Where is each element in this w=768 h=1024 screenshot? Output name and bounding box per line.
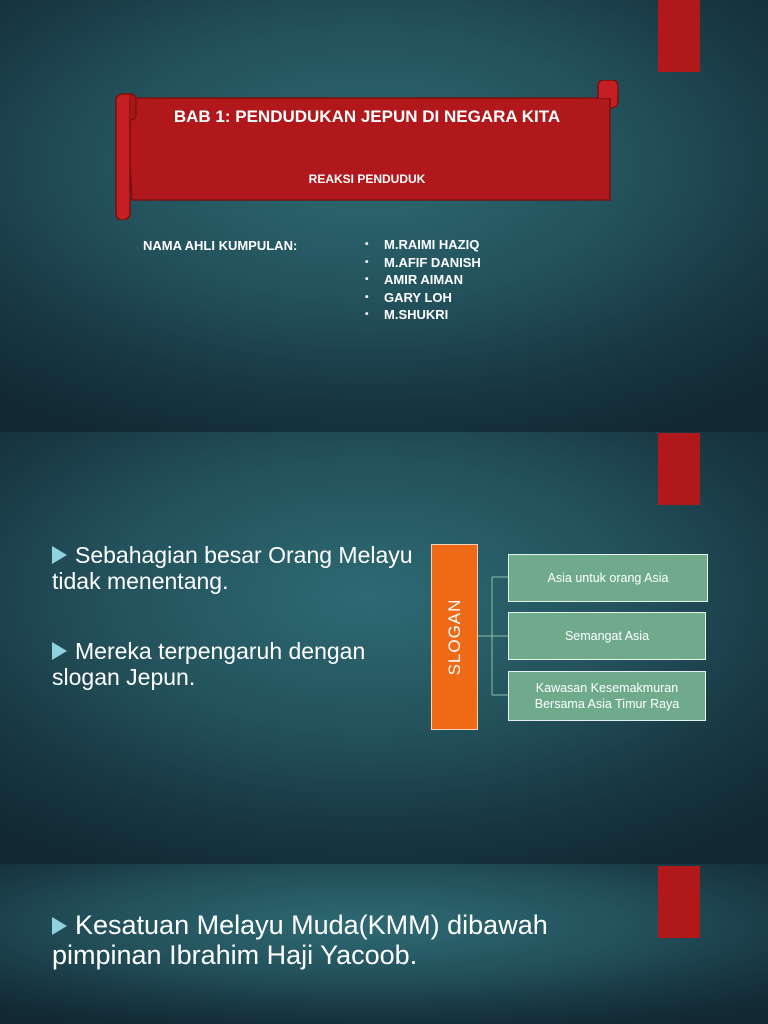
slide-title: BAB 1: PENDUDUKAN JEPUN DI NEGARA KITA [173,107,561,126]
slogan-item-box: Semangat Asia [508,612,706,660]
bullet-point: Kesatuan Melayu Muda(KMM) dibawah pimpinan Ibrahim Haji Yacoob. [52,910,548,970]
slogan-label: SLOGAN [444,598,464,676]
slide-2 [0,432,768,864]
slide-subtitle: REAKSI PENDUDUK [308,172,426,186]
members-list [364,236,481,324]
slide-accent-tab [658,0,700,72]
slogan-root-box [431,544,478,730]
list-item: • GARY LOH [365,289,452,305]
slogan-item-box: Asia untuk orang Asia [508,554,708,602]
list-item: • M.RAIMI HAZIQ [365,237,480,252]
triangle-bullet-icon [52,917,67,935]
list-item: • M.AFIF DANISH [365,254,481,270]
bullet-point: Sebahagian besar Orang Melayu tidak menentang. [52,542,413,594]
slide-3 [0,864,768,1024]
slide-accent-tab [658,433,700,505]
triangle-bullet-icon [52,642,67,660]
slogan-item-box: Kawasan Kesemakmuran Bersama Asia Timur Raya [508,671,706,721]
members-label: NAMA AHLI KUMPULAN: [143,238,298,253]
slide-1 [0,0,768,432]
bullet-point: Mereka terpengaruh dengan slogan Jepun. [52,638,366,690]
diagram-connector-lines [478,544,510,730]
scroll-shape [114,80,620,220]
list-item: • AMIR AIMAN [365,272,463,287]
triangle-bullet-icon [52,546,67,564]
list-item: • M.SHUKRI [365,307,449,322]
title-scroll-banner [114,80,620,220]
slide-accent-tab [658,866,700,938]
